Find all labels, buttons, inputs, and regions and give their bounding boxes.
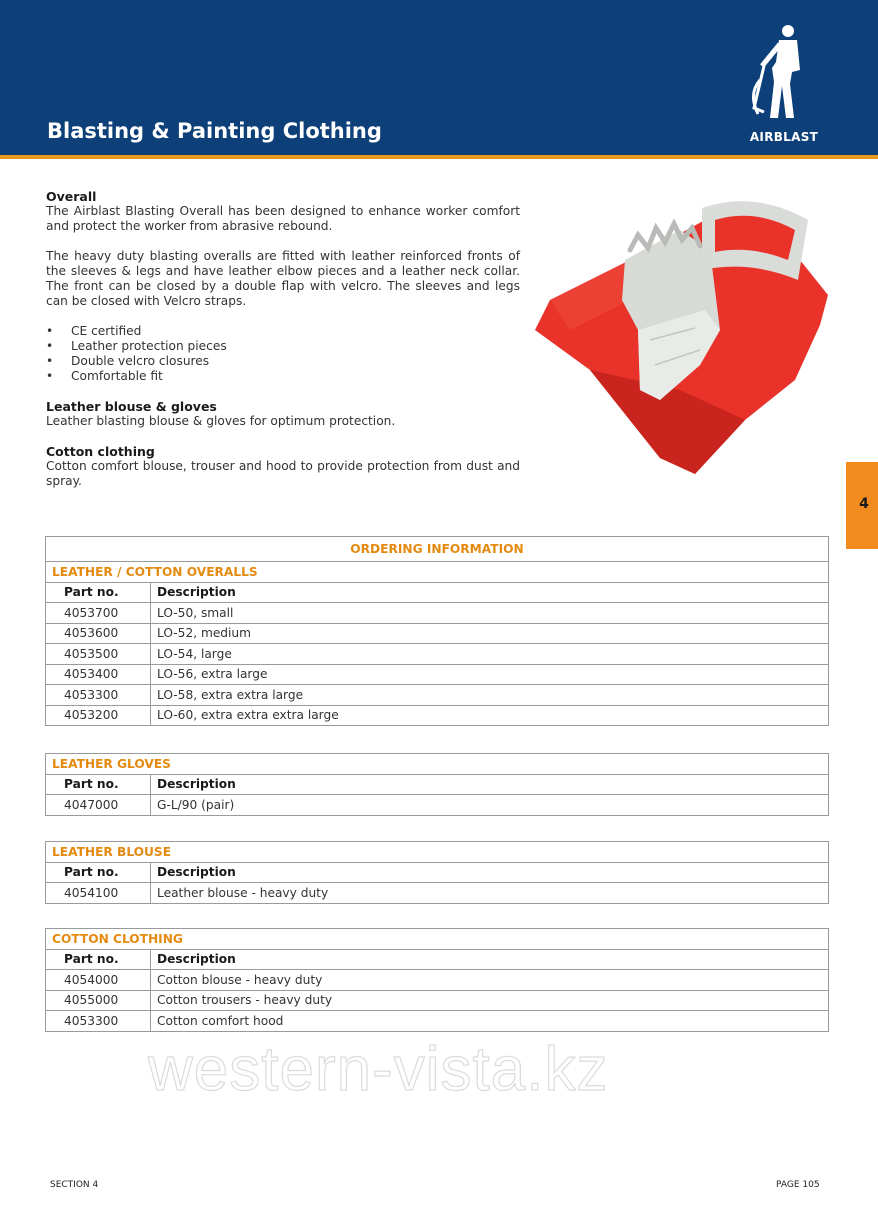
table-row: 4053700 LO-50, small (46, 603, 829, 624)
leather-text: Leather blasting blouse & gloves for optimum protection. (46, 414, 396, 428)
table-row: 4054100 Leather blouse - heavy duty (46, 883, 829, 904)
column-header-description: Description (151, 949, 829, 970)
page-title: Blasting & Painting Clothing (47, 119, 382, 143)
blaster-figure-icon (748, 22, 820, 126)
table-row: 4055000 Cotton trousers - heavy duty (46, 990, 829, 1011)
overall-heading: Overall (46, 189, 97, 204)
table-row: 4047000 G-L/90 (pair) (46, 795, 829, 816)
ordering-table-overalls (45, 536, 829, 726)
bullet: • (46, 339, 54, 353)
column-header-description: Description (151, 862, 829, 883)
table-row: 4053500 LO-54, large (46, 644, 829, 665)
ordering-table-cotton (45, 928, 829, 1032)
column-header-part: Part no. (46, 582, 151, 603)
ordering-table-blouse (45, 841, 829, 904)
overall-paragraph-1: The Airblast Blasting Overall has been designed to enhance worker comfort and protect the worker from abrasive rebound. (46, 204, 520, 233)
table-row: 4053200 LO-60, extra extra extra large (46, 705, 829, 726)
footer-page-number: PAGE 105 (776, 1180, 820, 1190)
logo-text: AIRBLAST (749, 130, 819, 144)
table-row: 4053400 LO-56, extra large (46, 664, 829, 685)
bullet: • (46, 369, 54, 383)
product-image (530, 190, 830, 480)
bullet: • (46, 324, 54, 338)
feature-list (46, 324, 520, 384)
section-title: COTTON CLOTHING (46, 929, 829, 950)
section-title: LEATHER GLOVES (46, 754, 829, 775)
watermark: western-vista.kz (148, 1035, 609, 1104)
section-title: LEATHER BLOUSE (46, 842, 829, 863)
ordering-information-title: ORDERING INFORMATION (46, 537, 829, 562)
header-stripe (0, 155, 878, 159)
column-header-description: Description (151, 582, 829, 603)
airblast-logo (738, 22, 830, 148)
ordering-table-gloves (45, 753, 829, 816)
list-item: • CE certified (46, 324, 142, 338)
column-header-part: Part no. (46, 949, 151, 970)
column-header-description: Description (151, 774, 829, 795)
table-row: 4053300 LO-58, extra extra large (46, 685, 829, 706)
column-header-part: Part no. (46, 862, 151, 883)
cotton-text: Cotton comfort blouse, trouser and hood to provide protection from dust and spray. (46, 459, 520, 488)
page-header (0, 0, 878, 155)
table-row: 4053300 Cotton comfort hood (46, 1011, 829, 1032)
section-tab[interactable] (846, 462, 878, 549)
section-title: LEATHER / COTTON OVERALLS (46, 562, 829, 583)
section-tab-label: 4 (859, 496, 869, 512)
column-header-part: Part no. (46, 774, 151, 795)
footer-section: SECTION 4 (50, 1180, 99, 1190)
cotton-heading: Cotton clothing (46, 444, 155, 459)
table-row: 4053600 LO-52, medium (46, 623, 829, 644)
list-item: • Double velcro closures (46, 354, 210, 368)
bullet: • (46, 354, 54, 368)
list-item: • Comfortable fit (46, 369, 163, 383)
table-row: 4054000 Cotton blouse - heavy duty (46, 970, 829, 991)
intro-text (46, 189, 520, 504)
list-item: • Leather protection pieces (46, 339, 227, 353)
overall-paragraph-2: The heavy duty blasting overalls are fitted with leather reinforced fronts of the sleeves & legs and have leather elbow pieces and a leather neck collar. The front can be closed by a double flap with velcro. The sleeves and legs can be closed with Velcro straps. (46, 249, 520, 308)
leather-heading: Leather blouse & gloves (46, 399, 217, 414)
